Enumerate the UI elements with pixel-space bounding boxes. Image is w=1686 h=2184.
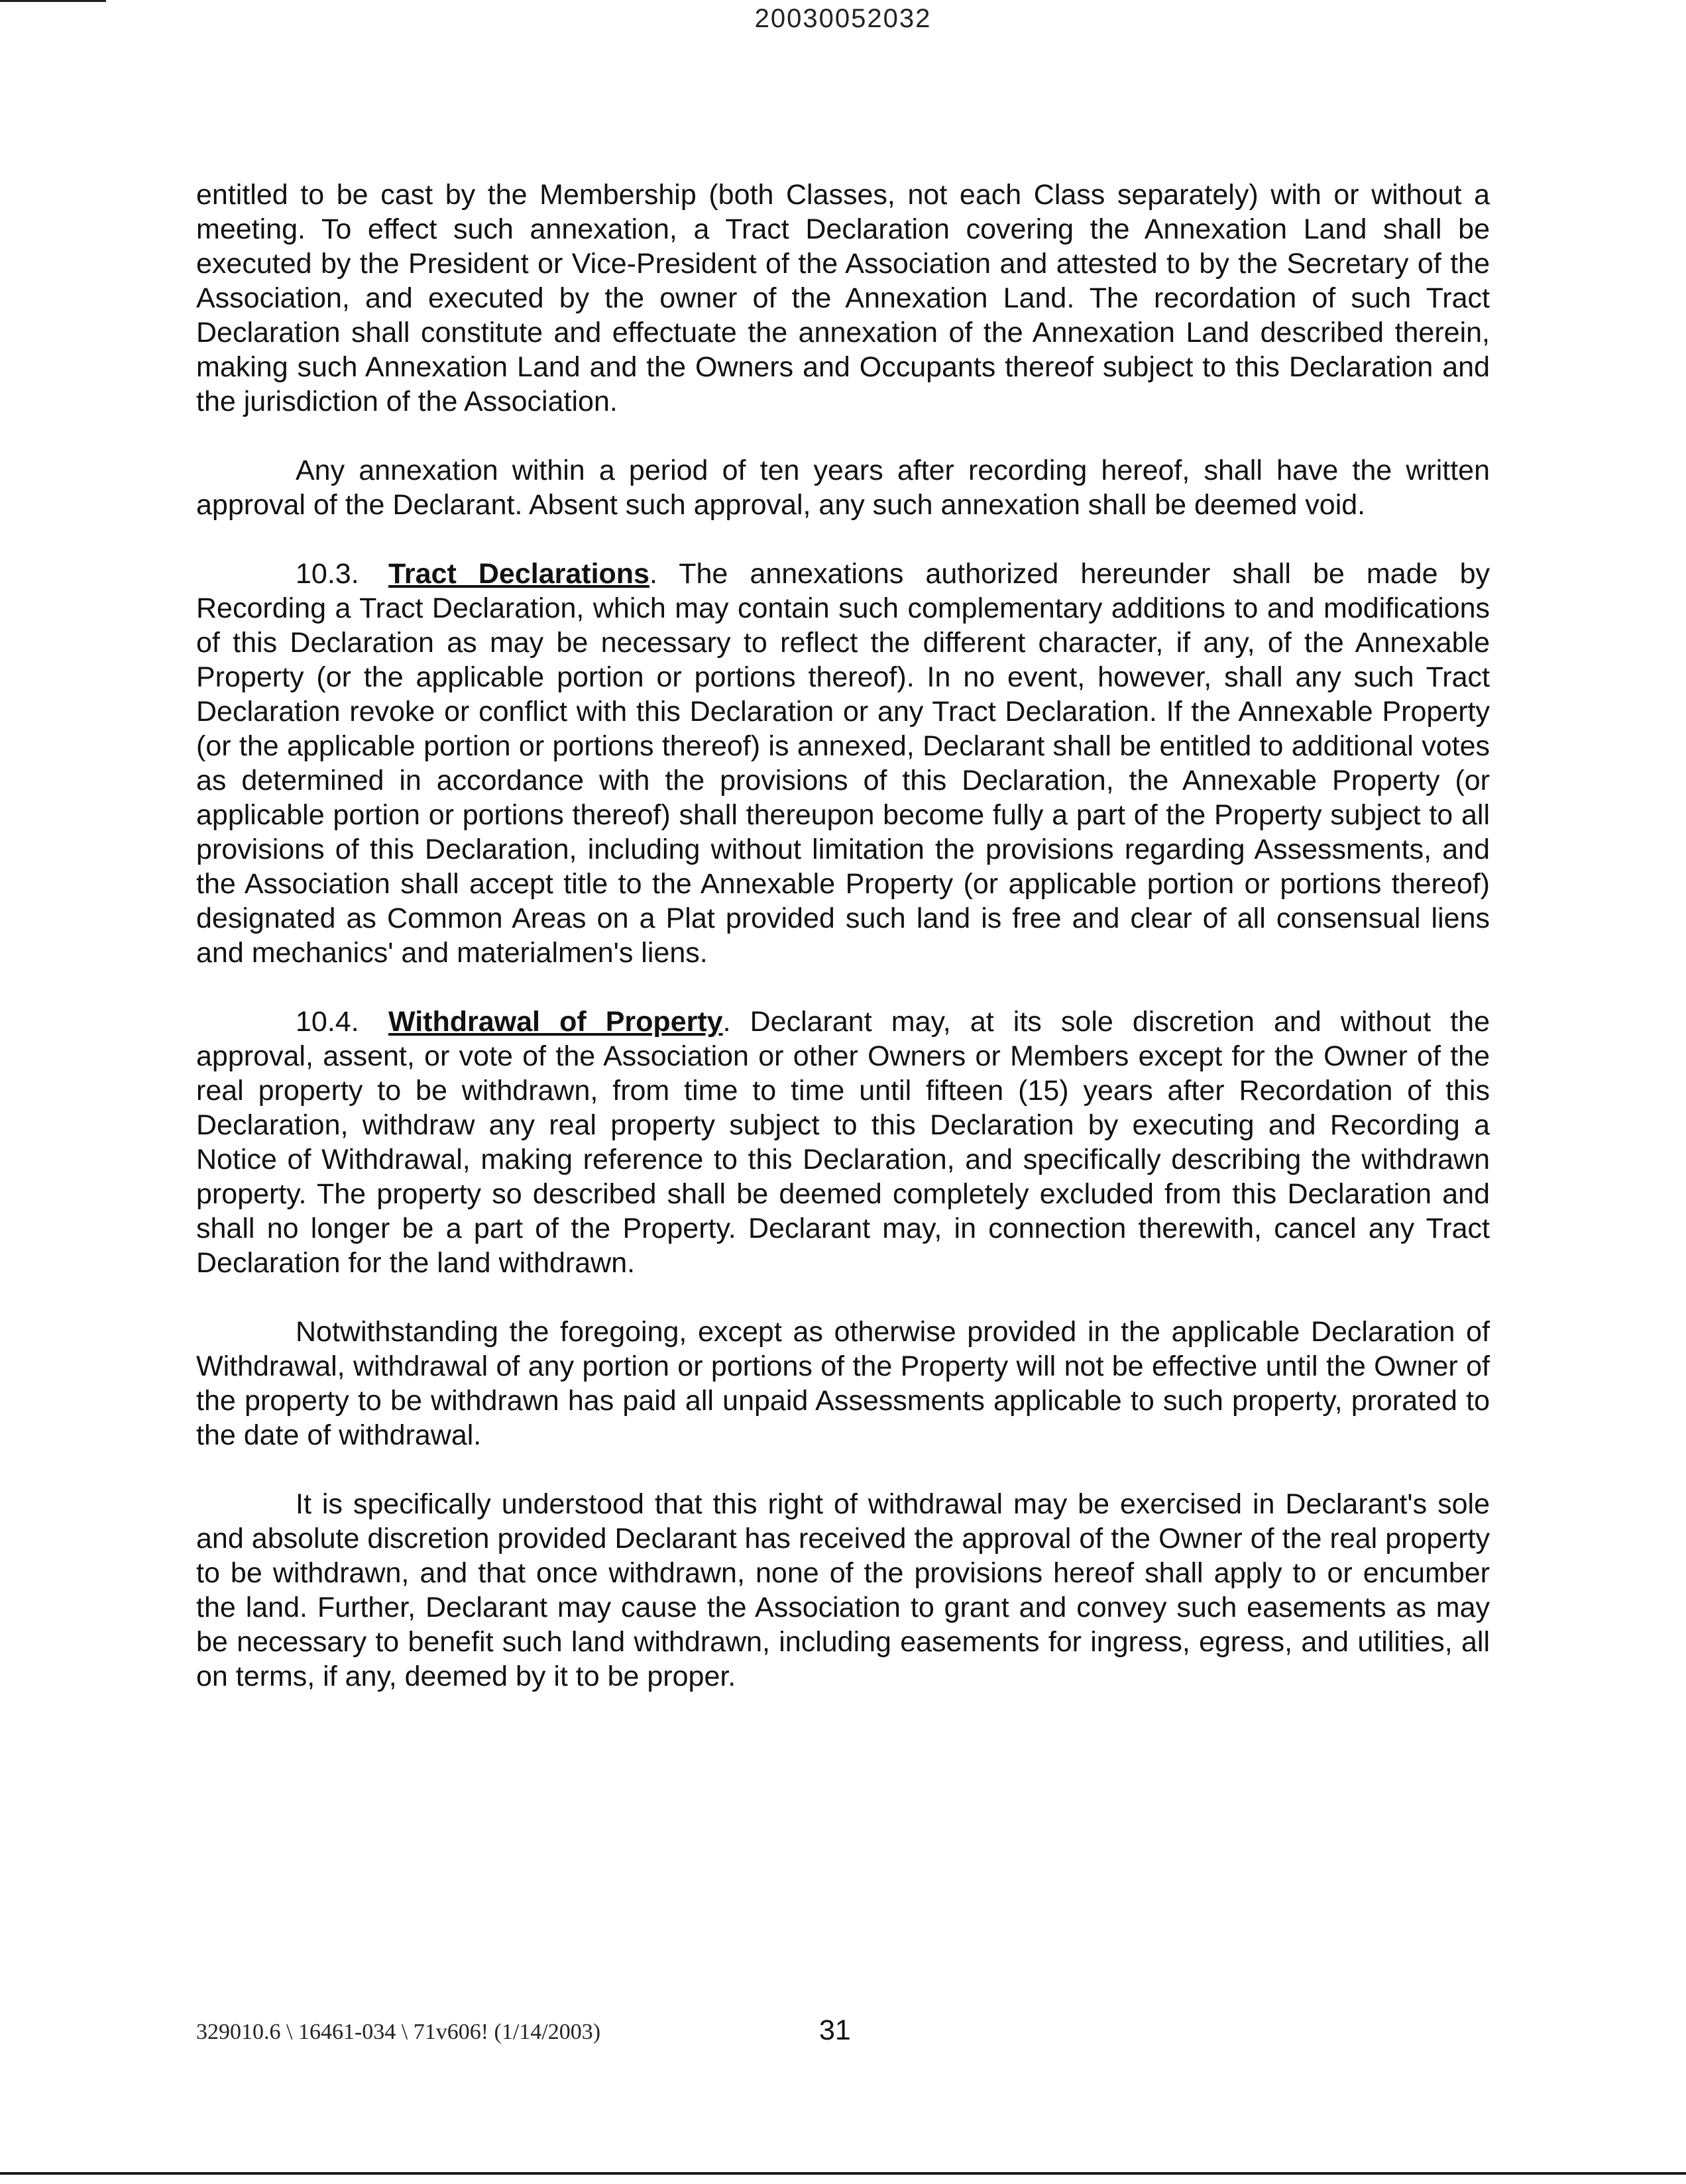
paragraph-withdrawal-conditions: Notwithstanding the foregoing, except as otherwise provided in the applicable Declaration of Withdrawal, withdrawal of any portion or portions of the Property will not be effective until the Owner of the property to be withdrawn has paid all unpaid Assessments applicable to such property, prorated to the date of withdrawal. xyxy=(196,1316,1490,1451)
section-heading: Tract Declarations xyxy=(388,558,649,590)
scan-edge-mark xyxy=(0,2172,1686,2175)
section-text: . Declarant may, at its sole discretion and without the approval, assent, or vote of the Association or other Owners or Members except for the Owner of the real property to be withdrawn, from time to time until fifteen (15) years after Recordation of this Declaration, withdraw any real property subject to this Declaration by executing and Recording a Notice of Withdrawal, making reference to this Declaration, and specifically describing the withdrawn property. The property so described shall be deemed completely excluded from this Declaration and shall no longer be a part of the Property. Declarant may, in connection therewith, cancel any Tract Declaration for the land withdrawn. xyxy=(196,1006,1490,1279)
paragraph-continuation: entitled to be cast by the Membership (both Classes, not each Class separately) with or without a meeting. To effect such annexation, a Tract Declaration covering the Annexation Land shall be executed by the President or Vice-President of the Association and attested to by the Secretary of the Association, and executed by the owner of the Annexation Land. The recordation of such Tract Declaration shall constitute and effectuate the annexation of the Annexation Land described therein, making such Annexation Land and the Owners and Occupants thereof subject to this Declaration and the jurisdiction of the Association. xyxy=(196,179,1490,417)
footer-file-reference: 329010.6 \ 16461-034 \ 71v606! (1/14/2003) xyxy=(196,2020,601,2044)
section-number: 10.4. xyxy=(296,1006,359,1038)
section-10-3 xyxy=(196,557,1490,970)
paragraph-annexation-approval: Any annexation within a period of ten years after recording hereof, shall have the written approval of the Declarant. Absent such approval, any such annexation shall be deemed void. xyxy=(196,455,1490,521)
paragraph-withdrawal-discretion: It is specifically understood that this right of withdrawal may be exercised in Declarant's sole and absolute discretion provided Declarant has received the approval of the Owner of the real property to be withdrawn, and that once withdrawn, none of the provisions hereof shall apply to or encumber the land. Further, Declarant may cause the Association to grant and convey such easements as may be necessary to benefit such land withdrawn, including easements for ingress, egress, and utilities, all on terms, if any, deemed by it to be proper. xyxy=(196,1488,1490,1692)
document-body xyxy=(196,178,1490,1728)
page-number: 31 xyxy=(819,2014,851,2046)
document-number: 20030052032 xyxy=(754,4,932,33)
section-number: 10.3. xyxy=(296,558,359,590)
section-heading: Withdrawal of Property xyxy=(388,1006,723,1038)
section-10-4 xyxy=(196,1005,1490,1280)
scan-edge-mark xyxy=(0,0,106,2)
section-text: . The annexations authorized hereunder shall be made by Recording a Tract Declaration, which may contain such complementary additions to and modifications of this Declaration as may be necessary to reflect the different character, if any, of the Annexable Property (or the applicable portion or portions thereof). In no event, however, shall any such Tract Declaration revoke or conflict with this Declaration or any Tract Declaration. If the Annexable Property (or the applicable portion or portions thereof) is annexed, Declarant shall be entitled to additional votes as determined in accordance with the provisions of this Declaration, the Annexable Property (or applicable portion or portions thereof) shall thereupon become fully a part of the Property subject to all provisions of this Declaration, including without limitation the provisions regarding Assessments, and the Association shall accept title to the Annexable Property (or applicable portion or portions thereof) designated as Common Areas on a Plat provided such land is free and clear of all consensual liens and mechanics' and materialmen's liens. xyxy=(196,558,1490,969)
